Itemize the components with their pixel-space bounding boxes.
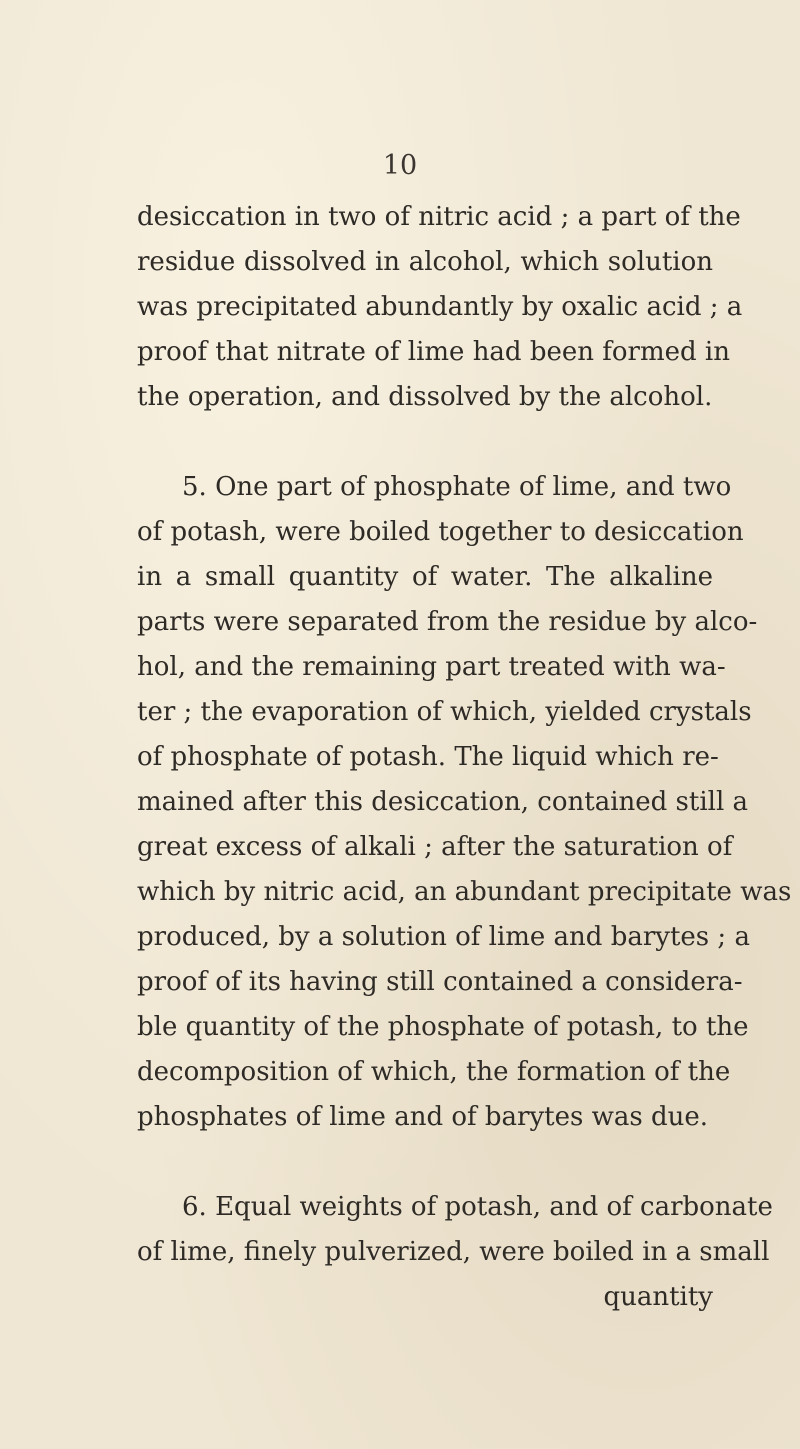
paragraph-2	[137, 465, 792, 1140]
paragraph-1	[137, 195, 743, 420]
catchword: quantity	[603, 1282, 713, 1312]
text-line: phosphates of lime and of barytes was due.	[137, 1102, 708, 1132]
text-line: great excess of alkali ; after the saturation of	[137, 832, 733, 862]
text-line: hol, and the remaining part treated with wa-	[137, 652, 726, 682]
text-line: mained after this desiccation, contained still a	[137, 787, 749, 817]
paragraph-gap	[137, 1140, 713, 1185]
text-line: of phosphate of potash. The liquid which re-	[137, 742, 719, 772]
text-line: parts were separated from the residue by alco-	[137, 607, 758, 637]
text-line: 6. Equal weights of potash, and of carbonate	[182, 1192, 773, 1222]
paragraph-3	[137, 1185, 773, 1320]
text-line: in a small quantity of water. The alkaline	[137, 562, 713, 592]
text-line: 5. One part of phosphate of lime, and two	[182, 472, 732, 502]
text-line: residue dissolved in alcohol, which solution	[137, 247, 713, 277]
text-line: produced, by a solution of lime and barytes ; a	[137, 922, 750, 952]
text-line: ble quantity of the phosphate of potash, to the	[137, 1012, 749, 1042]
text-line: desiccation in two of nitric acid ; a part of the	[137, 202, 741, 232]
page-number: 10	[382, 150, 418, 181]
text-line: decomposition of which, the formation of the	[137, 1057, 731, 1087]
text-line: was precipitated abundantly by oxalic acid ; a	[137, 292, 743, 322]
text-line: proof of its having still contained a considera-	[137, 967, 743, 997]
body-text	[137, 195, 792, 1320]
paragraph-gap	[137, 420, 713, 465]
text-line: ter ; the evaporation of which, yielded crystals	[137, 697, 752, 727]
text-line: which by nitric acid, an abundant precipitate was	[137, 877, 792, 907]
text-line: proof that nitrate of lime had been formed in	[137, 337, 730, 367]
text-line: of lime, finely pulverized, were boiled in a small	[137, 1237, 770, 1267]
text-line: of potash, were boiled together to desiccation	[137, 517, 744, 547]
text-line: the operation, and dissolved by the alcohol.	[137, 382, 713, 412]
